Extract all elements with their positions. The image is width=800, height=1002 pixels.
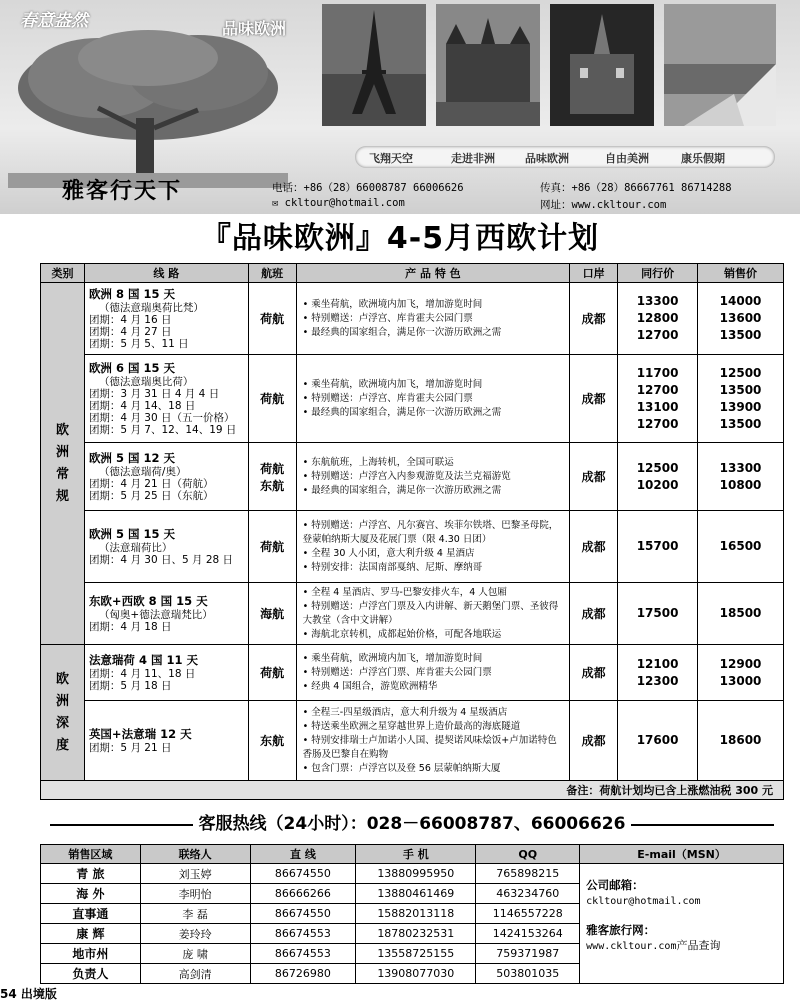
hotline-text-wrap — [40, 810, 784, 838]
contact-name: 庞 啸 — [140, 944, 250, 964]
port: 成都 — [570, 701, 618, 781]
sale-prices — [698, 511, 784, 583]
features: • 乘坐荷航，欧洲境内加飞，增加游览时间 • 特别赠送：卢浮宫、库肯霍夫公园门票 • 最经典的国家组合，满足你一次游历欧洲之需 — [296, 355, 570, 443]
route-title: 欧洲 6 国 15 天 — [88, 360, 175, 375]
route-title: 欧洲 5 国 15 天 — [88, 526, 175, 541]
feature-item: 乘坐荷航，欧洲境内加飞，增加游览时间 — [311, 298, 483, 310]
feature-item: 包含门票：卢浮宫以及登 56 层蒙帕纳斯大厦 — [311, 762, 501, 774]
fax-value: +86（28）86667761 86714288 — [571, 182, 732, 194]
phone-line — [272, 180, 464, 195]
route-date: 团期：5 月 5、11 日 — [88, 337, 189, 350]
table-header-row — [41, 264, 784, 283]
sale-prices — [698, 283, 784, 355]
route-sub: （匈奥+德法意瑞梵比） — [98, 608, 213, 621]
table-row — [41, 701, 784, 781]
tag-africa: 走进非洲 — [451, 152, 495, 165]
phone-value: +86（28）66008787 66006626 — [303, 182, 464, 194]
route-cell — [84, 583, 248, 645]
peer-price: 12500 — [636, 460, 679, 475]
table-row — [41, 864, 784, 884]
region: 海 外 — [41, 884, 141, 904]
qq: 765898215 — [476, 864, 580, 884]
sale-price: 13300 — [719, 460, 762, 475]
route-cell — [84, 645, 248, 701]
feature-item: 最经典的国家组合，满足你一次游历欧洲之需 — [311, 406, 502, 418]
mobile: 18780232531 — [356, 924, 476, 944]
route-date: 团期：5 月 7、12、14、19 日 — [88, 423, 237, 436]
fax-label: 传真： — [540, 182, 572, 194]
peer-price: 15700 — [636, 539, 679, 553]
sale-prices — [698, 443, 784, 511]
direct-line: 86674553 — [250, 924, 356, 944]
tree-image — [8, 28, 288, 188]
feature-item: 乘坐荷航，欧洲境内加飞，增加游览时间 — [311, 378, 483, 390]
header-contact: 联络人 — [140, 845, 250, 864]
header-email: E-mail（MSN） — [580, 845, 784, 864]
tag-europe: 品味欧洲 — [525, 152, 569, 165]
photo-palace-night — [550, 4, 654, 126]
route-cell — [84, 283, 248, 355]
route-date: 团期：4 月 14、18 日 — [88, 399, 196, 412]
peer-prices — [618, 283, 698, 355]
route-title: 欧洲 5 国 12 天 — [88, 450, 175, 465]
category-deep-label: 欧洲深度 — [55, 671, 69, 753]
page-title: 『品味欧洲』4-5月西欧计划 — [200, 221, 600, 256]
mobile: 13558725155 — [356, 944, 476, 964]
port: 成都 — [570, 443, 618, 511]
peer-price: 11700 — [636, 365, 679, 380]
feature-item: 最经典的国家组合，满足你一次游历欧洲之需 — [311, 484, 502, 496]
sale-price: 13900 — [719, 399, 762, 414]
qq: 1424153264 — [476, 924, 580, 944]
table-row — [41, 443, 784, 511]
peer-price: 10200 — [636, 477, 679, 492]
airline: 荷航 — [248, 645, 296, 701]
feature-item: 乘坐荷航，欧洲境内加飞，增加游览时间 — [311, 652, 483, 664]
route-date: 团期：4 月 27 日 — [88, 325, 172, 338]
airline: 海航 — [248, 583, 296, 645]
direct-line: 86674550 — [250, 904, 356, 924]
feature-item: 最经典的国家组合，满足你一次游历欧洲之需 — [311, 326, 502, 338]
feature-item: 东航航班，上海转机，全国可联运 — [311, 456, 454, 468]
peer-price: 12700 — [636, 382, 679, 397]
route-sub: （法意瑞荷比） — [98, 541, 173, 554]
qq: 1146557228 — [476, 904, 580, 924]
mobile: 13880461469 — [356, 884, 476, 904]
feature-item: 特送乘坐欧洲之星穿越世界上造价最高的海底隧道 — [311, 720, 521, 732]
phone-label: 电话： — [272, 182, 304, 194]
airline: 荷航 东航 — [248, 443, 296, 511]
peer-price: 12700 — [636, 328, 679, 342]
note-row — [41, 781, 784, 800]
mobile: 13908077030 — [356, 964, 476, 984]
sale-price: 12500 — [719, 365, 762, 380]
sale-price: 14000 — [719, 294, 762, 308]
page-footer: 54 出境版 — [0, 987, 57, 1001]
route-title: 欧洲 8 国 15 天 — [88, 286, 175, 301]
feature-item: 特别赠送：卢浮宫门票、库肯霍夫公园门票 — [311, 666, 492, 678]
company-email[interactable]: ckltour@hotmail.com — [586, 896, 701, 907]
feature-item: 海航北京转机，成都起始价格，可配各地联运 — [311, 628, 502, 640]
company-email-cell — [580, 864, 784, 984]
features: • 全程 4 星酒店、罗马-巴黎安排火车，4 人包厢 • 特别赠送：卢浮宫门票及入内讲解、新天鹅堡门票、圣彼得大教堂（含中文讲解） • 海航北京转机，成都起始价格，可配各地联运 — [296, 583, 570, 645]
direct-line: 86674550 — [250, 864, 356, 884]
header-qq: QQ — [476, 845, 580, 864]
site-line — [540, 197, 666, 212]
port: 成都 — [570, 355, 618, 443]
header-category: 类别 — [41, 264, 85, 283]
port: 成都 — [570, 511, 618, 583]
header-peer-price: 同行价 — [618, 264, 698, 283]
table-row — [41, 355, 784, 443]
qq: 463234760 — [476, 884, 580, 904]
email-line — [272, 197, 405, 209]
slogan: 雅客行天下 — [62, 179, 183, 204]
feature-item: 经典 4 国组合，游览欧洲精华 — [311, 680, 438, 692]
category-deep — [41, 645, 85, 781]
mobile: 13880995950 — [356, 864, 476, 884]
sale-price: 13500 — [719, 328, 762, 342]
table-row — [41, 511, 784, 583]
header-sale-price: 销售价 — [698, 264, 784, 283]
feature-item: 特别安排：法国南部戛纳、尼斯、摩纳哥 — [311, 561, 483, 573]
route-sub: （德法意瑞奥比荷） — [98, 375, 194, 388]
contacts-header-row — [41, 845, 784, 864]
peer-price: 17600 — [636, 733, 679, 747]
banner — [0, 0, 800, 214]
brand-right-logo: 品味欧洲 — [222, 19, 287, 38]
airline: 东航 — [248, 701, 296, 781]
company-site-link[interactable]: www.ckltour.com — [586, 941, 677, 952]
peer-price: 12700 — [636, 416, 679, 431]
peer-price: 13100 — [636, 399, 679, 414]
features: • 全程三-四星级酒店，意大利升级为 4 星级酒店 • 特送乘坐欧洲之星穿越世界上造价最高的海底隧道 • 特别安排瑞士卢加诺小人国、提契诺风味烩饭+卢加诺特色香肠及巴黎自在购物 • 包含门票：卢浮宫以及登 56 层蒙帕纳斯大厦 — [296, 701, 570, 781]
route-title: 东欧+西欧 8 国 15 天 — [88, 593, 208, 608]
sale-price: 13000 — [719, 673, 762, 688]
header-port: 口岸 — [570, 264, 618, 283]
contact-name: 李 磊 — [140, 904, 250, 924]
peer-prices — [618, 443, 698, 511]
route-date: 团期：4 月 30 日（五一价格） — [88, 411, 235, 424]
peer-price: 13300 — [636, 294, 679, 308]
port: 成都 — [570, 645, 618, 701]
brand-left: 春意盎然 — [20, 11, 88, 31]
tag-america: 自由美洲 — [605, 152, 649, 165]
contact-name: 姜玲玲 — [140, 924, 250, 944]
route-title: 法意瑞荷 4 国 11 天 — [88, 652, 198, 667]
sale-price: 12900 — [719, 656, 762, 671]
hotline-text: 客服热线（24小时）：028－66008787、66006626 — [193, 814, 632, 834]
photo-castle — [436, 4, 540, 126]
fuel-note: 备注：荷航计划均已含上涨燃油税 300 元 — [41, 781, 784, 800]
features: • 乘坐荷航，欧洲境内加飞，增加游览时间 • 特别赠送：卢浮宫门票、库肯霍夫公园门票 • 经典 4 国组合，游览欧洲精华 — [296, 645, 570, 701]
route-date: 团期：4 月 30 日、5 月 28 日 — [88, 553, 234, 566]
site-label: 网址： — [540, 199, 572, 211]
sale-price: 16500 — [719, 539, 762, 553]
features: • 特别赠送：卢浮宫、凡尔赛宫、埃菲尔铁塔、巴黎圣母院，登蒙帕纳斯大厦及花展门票（限 4.30 日团） • 全程 30 人小团，意大利升级 4 星酒店 • 特别安排：法国南部戛纳、尼斯、摩纳哥 — [296, 511, 570, 583]
direct-line: 86674553 — [250, 944, 356, 964]
airline: 荷航 — [248, 511, 296, 583]
port: 成都 — [570, 583, 618, 645]
contact-name: 李明怡 — [140, 884, 250, 904]
qq: 503801035 — [476, 964, 580, 984]
region: 青 旅 — [41, 864, 141, 884]
sale-prices — [698, 583, 784, 645]
contact-name: 刘玉婷 — [140, 864, 250, 884]
route-sub: （德法意瑞奥荷比梵） — [98, 301, 204, 314]
sale-prices — [698, 355, 784, 443]
sale-price: 13600 — [719, 311, 762, 325]
feature-item: 全程三-四星级酒店，意大利升级为 4 星级酒店 — [311, 706, 508, 718]
table-row — [41, 283, 784, 355]
airline: 荷航 — [248, 283, 296, 355]
feature-item: 特别赠送：卢浮宫入内参观游览及法兰克福游览 — [311, 470, 511, 482]
header-features: 产 品 特 色 — [296, 264, 570, 283]
route-date: 团期：5 月 25 日（东航） — [88, 489, 214, 502]
contact-name: 高剑清 — [140, 964, 250, 984]
header-route: 线 路 — [84, 264, 248, 283]
peer-prices — [618, 583, 698, 645]
peer-price: 12100 — [636, 656, 679, 671]
route-title: 英国+法意瑞 12 天 — [88, 726, 192, 741]
route-cell — [84, 701, 248, 781]
tag-fly: 飞翔天空 — [369, 152, 413, 165]
peer-prices — [618, 701, 698, 781]
features: • 东航航班，上海转机，全国可联运 • 特别赠送：卢浮宫入内参观游览及法兰克福游览 • 最经典的国家组合，满足你一次游历欧洲之需 — [296, 443, 570, 511]
category-regular-label: 欧洲常规 — [55, 422, 69, 504]
sale-price: 10800 — [719, 477, 762, 492]
site-label: 雅客旅行网： — [586, 923, 656, 937]
route-date: 团期：5 月 21 日 — [88, 741, 172, 754]
table-row — [41, 583, 784, 645]
route-date: 团期：4 月 18 日 — [88, 620, 172, 633]
region: 负责人 — [41, 964, 141, 984]
sale-price: 13500 — [719, 382, 762, 397]
sale-price: 13500 — [719, 416, 762, 431]
photo-eiffel — [322, 4, 426, 126]
route-cell — [84, 355, 248, 443]
route-cell — [84, 511, 248, 583]
route-cell — [84, 443, 248, 511]
peer-price: 12300 — [636, 673, 679, 688]
sale-prices — [698, 701, 784, 781]
itinerary-table — [40, 263, 784, 800]
peer-price: 17500 — [636, 606, 679, 620]
photo-coast — [664, 4, 776, 126]
peer-prices — [618, 355, 698, 443]
site-suffix: 产品查询 — [676, 939, 721, 952]
header-airline: 航班 — [248, 264, 296, 283]
sale-price: 18600 — [719, 733, 762, 747]
contacts-table — [40, 844, 784, 984]
airline: 荷航 — [248, 355, 296, 443]
peer-price: 12800 — [636, 311, 679, 325]
company-email-label: 公司邮箱： — [586, 878, 644, 892]
feature-item: 特别赠送：卢浮宫、库肯霍夫公园门票 — [311, 392, 473, 404]
route-date: 团期：4 月 21 日（荷航） — [88, 477, 214, 490]
peer-prices — [618, 645, 698, 701]
tagline-bar — [355, 146, 775, 168]
envelope-icon: ✉ — [272, 197, 285, 209]
feature-item: 特别安排瑞士卢加诺小人国、提契诺风味烩饭+卢加诺特色香肠及巴黎自在购物 — [302, 734, 557, 760]
route-sub: （德法意瑞荷/奥） — [98, 465, 187, 478]
banner-email: ckltour@hotmail.com — [284, 197, 405, 209]
feature-item: 特别赠送：卢浮宫门票及入内讲解、新天鹅堡门票、圣彼得大教堂（含中文讲解） — [302, 600, 559, 626]
feature-item: 特别赠送：卢浮宫、凡尔赛宫、埃菲尔铁塔、巴黎圣母院，登蒙帕纳斯大厦及花展门票（限 4.30 日团） — [302, 519, 559, 545]
route-date: 团期：5 月 18 日 — [88, 679, 172, 692]
route-date: 团期：3 月 31 日 4 月 4 日 — [88, 387, 220, 400]
table-row — [41, 645, 784, 701]
header-region: 销售区域 — [41, 845, 141, 864]
category-regular — [41, 283, 85, 645]
peer-prices — [618, 511, 698, 583]
header-mobile: 手 机 — [356, 845, 476, 864]
region: 直事通 — [41, 904, 141, 924]
feature-item: 特别赠送：卢浮宫、库肯霍夫公园门票 — [311, 312, 473, 324]
route-date: 团期：4 月 16 日 — [88, 313, 172, 326]
qq: 759371987 — [476, 944, 580, 964]
mobile: 15882013118 — [356, 904, 476, 924]
route-date: 团期：4 月 11、18 日 — [88, 667, 196, 680]
tag-holiday: 康乐假期 — [681, 152, 725, 165]
sale-price: 18500 — [719, 606, 762, 620]
port: 成都 — [570, 283, 618, 355]
features: • 乘坐荷航，欧洲境内加飞，增加游览时间 • 特别赠送：卢浮宫、库肯霍夫公园门票 • 最经典的国家组合，满足你一次游历欧洲之需 — [296, 283, 570, 355]
region: 地市州 — [41, 944, 141, 964]
feature-item: 全程 30 人小团，意大利升级 4 星酒店 — [311, 547, 475, 559]
region: 康 辉 — [41, 924, 141, 944]
feature-item: 全程 4 星酒店、罗马-巴黎安排火车，4 人包厢 — [311, 586, 507, 598]
hotline-bar — [40, 810, 784, 838]
sale-prices — [698, 645, 784, 701]
direct-line: 86666266 — [250, 884, 356, 904]
header-direct: 直 线 — [250, 845, 356, 864]
direct-line: 86726980 — [250, 964, 356, 984]
fax-line — [540, 180, 732, 195]
banner-site: www.ckltour.com — [571, 199, 667, 211]
